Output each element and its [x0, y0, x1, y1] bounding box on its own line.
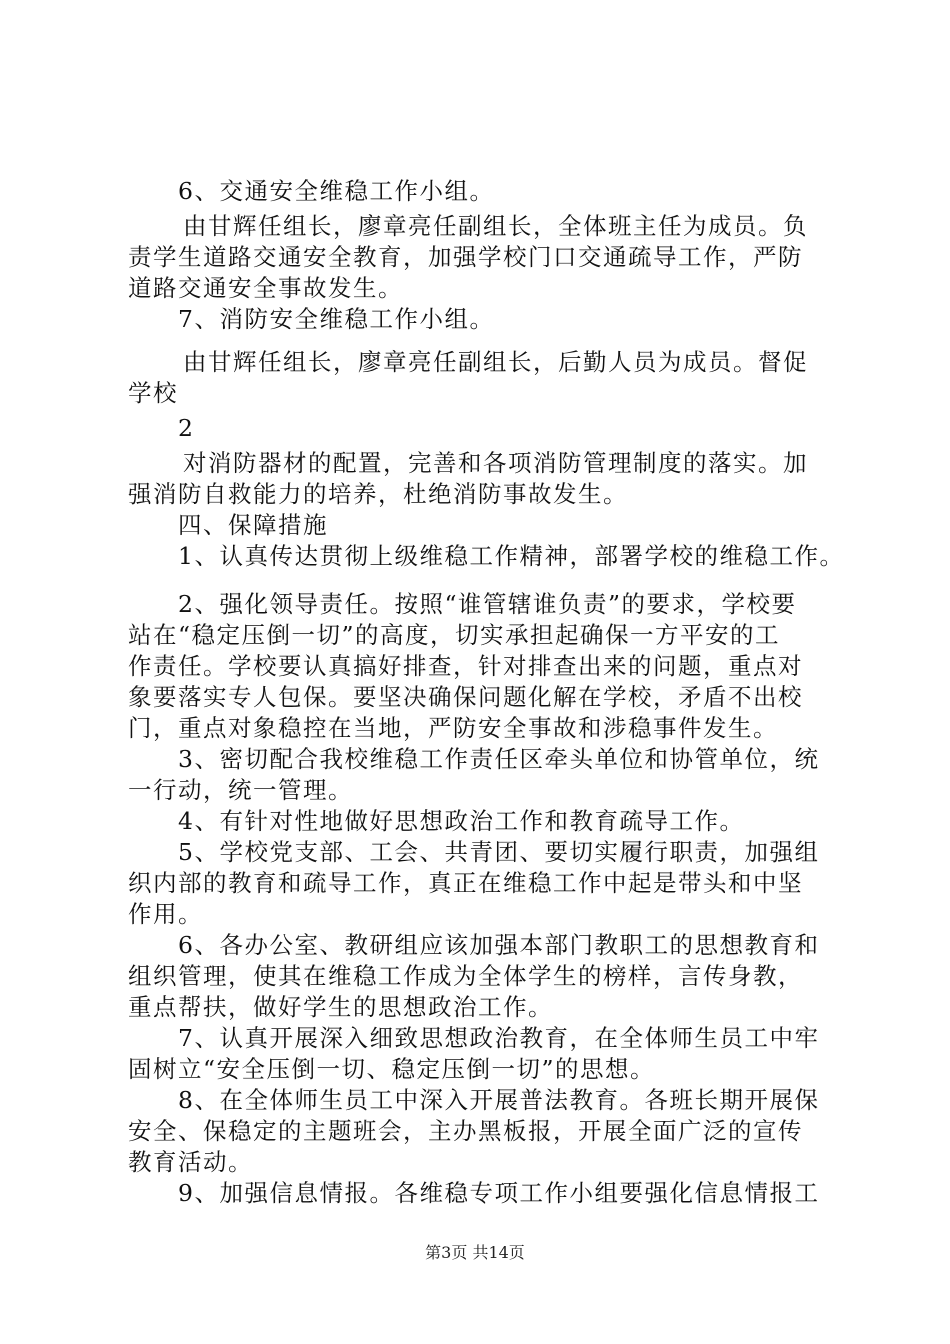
document-body [128, 176, 845, 1209]
paragraph-line: 象要落实专人包保。要坚决确保问题化解在学校，矛盾不出校 [128, 683, 803, 711]
paragraph-line: 道路交通安全事故发生。 [128, 274, 403, 302]
paragraph-line: 站在“稳定压倒一切”的高度，切实承担起确保一方平安的工 [128, 621, 781, 649]
paragraph-line: 由甘辉任组长，廖章亮任副组长，后勤人员为成员。督促 [183, 348, 808, 376]
paragraph-line: 2、强化领导责任。按照“谁管辖谁负责”的要求，学校要 [178, 590, 797, 618]
page-footer: 第3页 共14页 [425, 1243, 525, 1262]
paragraph-line: 重点帮扶，做好学生的思想政治工作。 [128, 993, 553, 1021]
paragraph-line: 5、学校党支部、工会、共青团、要切实履行职责，加强组 [178, 838, 820, 866]
paragraph-line: 责学生道路交通安全教育，加强学校门口交通疏导工作，严防 [128, 243, 803, 271]
paragraph-line: 教育活动。 [128, 1148, 253, 1176]
paragraph-line: 6、各办公室、教研组应该加强本部门教职工的思想教育和 [178, 931, 820, 959]
section-heading: 6、交通安全维稳工作小组。 [178, 177, 495, 205]
paragraph-line: 3、密切配合我校维稳工作责任区牵头单位和协管单位，统 [178, 745, 820, 773]
paragraph-line: 4、有针对性地做好思想政治工作和教育疏导工作。 [178, 807, 745, 835]
paragraph-line: 组织管理，使其在维稳工作成为全体学生的榜样，言传身教， [128, 962, 803, 990]
page-number-inline: 2 [178, 414, 195, 442]
paragraph-line: 织内部的教育和疏导工作，真正在维稳工作中起是带头和中坚 [128, 869, 803, 897]
paragraph-line: 固树立“安全压倒一切、稳定压倒一切”的思想。 [128, 1055, 656, 1083]
paragraph-line: 作责任。学校要认真搞好排查，针对排查出来的问题，重点对 [128, 652, 803, 680]
paragraph-line: 由甘辉任组长，廖章亮任副组长，全体班主任为成员。负 [183, 212, 808, 240]
paragraph-line: 1、认真传达贯彻上级维稳工作精神，部署学校的维稳工作。 [178, 542, 845, 570]
paragraph-line: 8、在全体师生员工中深入开展普法教育。各班长期开展保 [178, 1086, 820, 1114]
paragraph-line: 强消防自救能力的培养，杜绝消防事故发生。 [128, 480, 628, 508]
paragraph-line: 7、认真开展深入细致思想政治教育，在全体师生员工中牢 [178, 1024, 820, 1052]
paragraph-line: 一行动，统一管理。 [128, 776, 353, 804]
paragraph-line: 9、加强信息情报。各维稳专项工作小组要强化信息情报工 [178, 1179, 820, 1207]
paragraph-line: 对消防器材的配置，完善和各项消防管理制度的落实。加 [183, 449, 808, 477]
section-heading: 四、保障措施 [178, 511, 328, 539]
paragraph-line: 门，重点对象稳控在当地，严防安全事故和涉稳事件发生。 [128, 714, 778, 742]
section-heading: 7、消防安全维稳工作小组。 [178, 305, 495, 333]
paragraph-line: 作用。 [128, 900, 203, 928]
paragraph-line: 安全、保稳定的主题班会，主办黑板报，开展全面广泛的宣传 [128, 1117, 803, 1145]
paragraph-line: 学校 [128, 379, 178, 407]
